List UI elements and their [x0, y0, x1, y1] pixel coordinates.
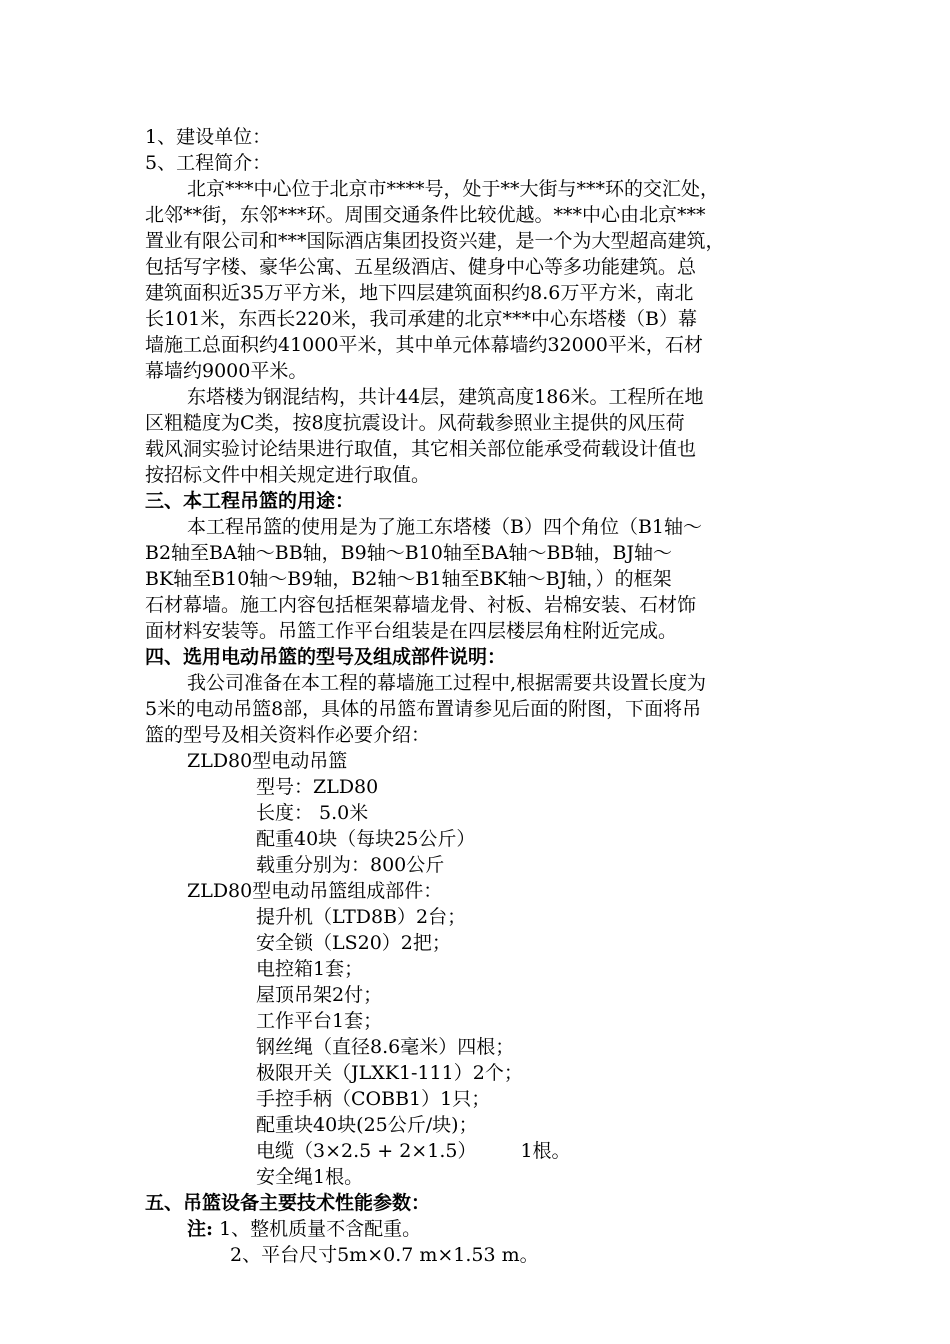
component-item: 安全锁（LS20）2把； [256, 932, 451, 954]
note-line [187, 1217, 421, 1241]
paragraph-line: 我公司准备在本工程的幕墙施工过程中,根据需要共设置长度为 [187, 672, 707, 694]
component-item: 极限开关（JLXK1-111）2个； [256, 1062, 523, 1084]
paragraph-line: B2轴至BA轴～BB轴，B9轴～B10轴至BA轴～BB轴，BJ轴～ [145, 542, 673, 564]
paragraph-line: 石材幕墙。施工内容包括框架幕墙龙骨、衬板、岩棉安装、石材饰 [145, 594, 697, 616]
section-heading-5: 五、吊篮设备主要技术性能参数： [145, 1192, 431, 1214]
paragraph-line: 北邻**街，东邻***环。周围交通条件比较优越。***中心由北京*** [145, 204, 706, 226]
paragraph-line: 东塔楼为钢混结构，共计44层，建筑高度186米。工程所在地 [187, 386, 704, 408]
item-construction-unit: 1、建设单位： [145, 126, 272, 148]
paragraph-line: 墙施工总面积约41000平米，其中单元体幕墙约32000平米，石材 [145, 334, 703, 356]
paragraph-line: BK轴至B10轴～B9轴，B2轴～B1轴至BK轴～BJ轴，）的框架 [145, 568, 672, 590]
model-title: ZLD80型电动吊篮 [187, 750, 348, 772]
spec-item: 载重分别为：800公斤 [256, 854, 445, 876]
paragraph-line: 面材料安装等。吊篮工作平台组装是在四层楼层角柱附近完成。 [145, 620, 678, 642]
cable-count: 1根。 [520, 1140, 571, 1162]
section-heading-4: 四、选用电动吊篮的型号及组成部件说明： [145, 646, 507, 668]
paragraph-line: 北京***中心位于北京市****号，处于**大街与***环的交汇处， [187, 178, 720, 200]
paragraph-line: 载风洞实验讨论结果进行取值，其它相关部位能承受荷载设计值也 [145, 438, 697, 460]
note-line: 2、平台尺寸5m×0.7 m×1.53 m。 [230, 1244, 539, 1266]
paragraph-line: 5米的电动吊篮8部，具体的吊篮布置请参见后面的附图，下面将吊 [145, 698, 702, 720]
paragraph-line: 长101米，东西长220米，我司承建的北京***中心东塔楼（B）幕 [145, 308, 697, 330]
component-item: 安全绳1根。 [256, 1166, 364, 1188]
note-text: 1、整机质量不含配重。 [219, 1218, 422, 1240]
paragraph-line: 本工程吊篮的使用是为了施工东塔楼（B）四个角位（B1轴～ [187, 516, 703, 538]
cable-spec: 电缆（3×2.5 + 2×1.5） [256, 1140, 477, 1162]
paragraph-line: 包括写字楼、豪华公寓、五星级酒店、健身中心等多功能建筑。总 [145, 256, 697, 278]
component-item: 钢丝绳（直径8.6毫米）四根； [256, 1036, 515, 1058]
paragraph-line: 篮的型号及相关资料作必要介绍： [145, 724, 431, 746]
spec-item: 长度： 5.0米 [256, 802, 369, 824]
component-item: 配重块40块(25公斤/块)； [256, 1114, 478, 1136]
paragraph-line: 建筑面积近35万平方米，地下四层建筑面积约8.6万平方米，南北 [145, 282, 694, 304]
components-title: ZLD80型电动吊篮组成部件： [187, 880, 443, 902]
note-label: 注: [187, 1218, 214, 1240]
paragraph-line: 区粗糙度为C类，按8度抗震设计。风荷载参照业主提供的风压荷 [145, 412, 685, 434]
component-item-cable [256, 1139, 571, 1163]
spec-item: 型号：ZLD80 [256, 776, 379, 798]
paragraph-line: 幕墙约9000平米。 [145, 360, 308, 382]
component-item: 工作平台1套； [256, 1010, 383, 1032]
section-heading-3: 三、本工程吊篮的用途： [145, 490, 355, 512]
spec-item: 配重40块（每块25公斤） [256, 828, 476, 850]
paragraph-line: 置业有限公司和***国际酒店集团投资兴建，是一个为大型超高建筑， [145, 230, 725, 252]
paragraph-line: 按招标文件中相关规定进行取值。 [145, 464, 431, 486]
item-project-intro: 5、工程简介： [145, 152, 272, 174]
component-item: 手控手柄（COBB1）1只； [256, 1088, 491, 1110]
component-item: 屋顶吊架2付； [256, 984, 383, 1006]
component-item: 电控箱1套； [256, 958, 364, 980]
component-item: 提升机（LTD8B）2台； [256, 906, 467, 928]
